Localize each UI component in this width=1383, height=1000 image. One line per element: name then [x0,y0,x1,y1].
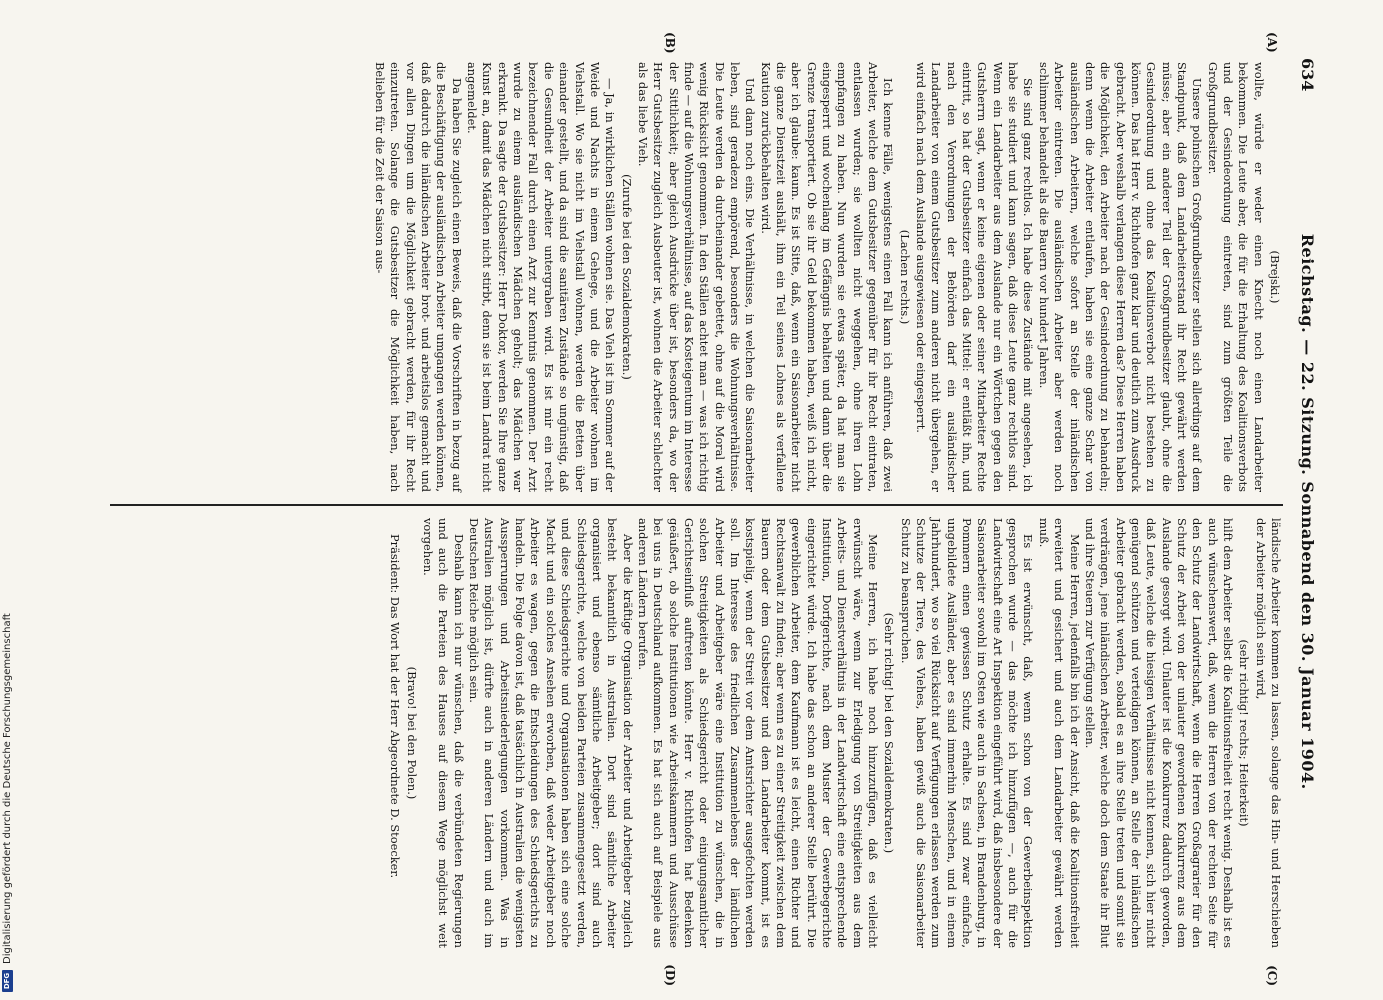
page-header [1289,58,1317,952]
right-column-interjection: (Bravo! bei den Polen.) [404,666,419,800]
dfg-logo: DFG [2,970,13,992]
left-column-interjection: (Zurufe bei den Sozialdemokraten.) [619,174,634,380]
right-column-paragraph: Meine Herren, jedenfalls bin ich der Ansicht, daß die Koalitionsfreiheit erweitert und gesichert und auch dem Landarbeiter gewährt werden muß. [1036,518,1082,948]
left-column-paragraph: wollte, würde er weder einen Knecht noch einen Landarbeiter bekommen. Die Leute aber, die für die Erhaltung des Koalitionsverbots und der Gesindeordnung eintreten, sind zum größten Teile die Großgrundbesitzer. [1205,62,1266,492]
left-column-paragraph: Und dann noch eins. Die Verhältnisse, in welchen die Saisonarbeiter leben, sind geradezu empörend, besonders die Wohnungsverhältnisse. Die Leute werden da durcheinander gebettet, ohne auf die Moral wird wenig Rücksicht genommen. In den Ställen achtet man — was ich richtig finde — auf die Wohnungsverhältnisse, auf das Kosteigentum im Interesse der Sittlichkeit; aber gleich Ausdrücke über ist, besonders da, wo der Herr Gutsbesitzer zugleich Ausbeuter ist, wohnen die Arbeiter schlechter als das liebe Vieh. [635,62,758,492]
left-column [110,58,1283,504]
right-column-interjection: (sehr richtig! rechts; Heiterkeit) [1237,639,1252,827]
right-column-paragraph: Aber die kräftige Organisation der Arbeiter und Arbeitgeber zugleich besteht bekanntlich in Australien. Dort sind sämtliche Arbeiter organisiert und ebenso sämtliche Arbeitgeber; dort sind auch Schiedsgerichte, welche von beiden Parteien zusammengesetzt werden, und diese Schiedsgerichte und Organisationen haben sich eine solche Macht und ein solches Ansehen erworben, daß weder Arbeitgeber noch Arbeiter es wagen, gegen die Entscheidungen des Schiedsgerichts zu handeln. Die Folge davon ist, daß tatsächlich in Australien die wenigsten Aussperrungen und Arbeitsniederlegungen vorkommen. Was in Australien möglich ist, dürfte auch in anderen Ländern und auch im Deutschen Reiche möglich sein. [467,518,635,948]
right-column-paragraph: Deshalb kann ich nur wünschen, daß die verbündeten Regierungen und auch die Parteien des Hauses auf diesem Wege möglichst weit vorgehen. [421,518,466,948]
right-column-paragraph: Präsident: Das Wort hat der Herr Abgeordnete D. Stoecker. [388,534,403,879]
digitization-credit-text: Digitalisierung gefördert durch die Deutsche Forschungsgemeinschaft [2,613,13,964]
right-column-paragraph: ländische Arbeiter kommen zu lassen, solange das Hin- und Herschieben der Arbeiter möglich sein wird, [1253,518,1283,948]
left-column-interjection: (Brejski.) [1268,250,1282,304]
left-column-paragraph: Da haben Sie zugleich einen Beweis, daß die Vorschriften in bezug auf die Beschäftigung der ausländischen Arbeiter umgangen werden können, daß dadurch die inländischen Arbeiter brot- und arbeitslos gemacht und vor allen Dingen um die Möglichkeit gebracht werden, für ihr Recht einzutreten. Solange die Gutsbesitzer die Möglichkeit haben, nach Belieben für die Zeit der Saison aus- [373,62,464,492]
page-title: Reichstag. — 22. Sitzung. Sonnabend den 30. Januar 1904. [1298,233,1317,790]
right-column-paragraph: Meine Herren, ich habe noch hinzuzufügen, daß es vielleicht erwünscht wäre, wenn zur Erledigung von Streitigkeiten aus dem Arbeits- und Dienstverhältnis in der Landwirtschaft eine entsprechende Institution, Dorfgerichte, nach dem Muster der Gewerbegerichte eingerichtet würde. Ich habe das schon an anderer Stelle berührt. Die gewerblichen Arbeiter, dem Kaufmann ist es leicht, einen Richter und Rechtsanwalt zu finden; aber wenn es zu einer Streitigkeit zwischen dem Bauern oder dem Gutsbesitzer und dem Landarbeiter kommt, ist es kostspielig, wenn der Streit vor dem Amtsrichter ausgefochten werden soll. Im Interesse des friedlichen Zusammenlebens der ländlichen Arbeiter und Arbeitgeber wäre eine Institution zu wünschen, die in solchen Streitigkeiten als Schiedsgericht oder einigungsamtlicher Gerichtseinfluß auftreten könnte. Herr v. Richthofen hat Bedenken geäußert, ob solche Institutionen wie Arbeitskammern und Ausschüsse bei uns in Deutschland aufkommen. Es hat sich auch auf Beispiele aus anderen Ländern berufen. [635,518,881,948]
left-column-paragraph: — Ja, in wirklichen Ställen wohnen sie. Das Vieh ist im Sommer auf der Weide und Nachts in einem Gehege, und die Arbeiter wohnen im Viehstall. Wo sie nicht im Viehstall wohnen, werden die Betten über einander gestellt, und da sind die sanitären Zustände so ungünstig, daß die Gesundheit der Arbeiter untergraben wird. Es ist mir ein recht bezeichnender Fall durch einen Arzt zur Kenntnis genommen. Der Arzt wurde zu einem ausländischen Mädchen geholt; das Mädchen war erkrankt. Da sagte der Gutsbesitzer: Herr Doktor, werden Sie Ihre ganze Kunst an, damit das Mädchen nicht stirbt, denn sie ist beim Landrat nicht angemeldet. [465,62,618,492]
left-column-paragraph: Sie sind ganz rechtlos. Ich habe diese Zustände mit angesehen, ich habe sie studiert und kann sagen, daß diese Leute ganz rechtlos sind. Wenn ein Landarbeiter aus dem Auslande nur ein Wörtchen gegen den Gutsherrn sagt, wenn er keine eigenen oder seiner Mitarbeiter Rechte eintritt, so hat der Gutsbesitzer einfach das Mittel: er entläßt ihn, und nach den Verordnungen der Behörden darf ein ausländischer Landarbeiter von einem Gutsbesitzer zum anderen nicht übergehen, er wird einfach nach dem Auslande ausgewiesen oder eingesperrt. [914,62,1036,492]
margin-marker-d: (D) [663,964,677,986]
margin-marker-b: (B) [663,32,677,54]
margin-marker-c: (C) [1265,965,1279,986]
right-column [110,506,1283,952]
digitization-credit [2,613,13,1000]
left-column-paragraph: Unsere polnischen Großgrundbesitzer stellen sich allerdings auf dem Standpunkt, daß dem Landarbeiterstand ihr Recht gewährt werden müsse; aber ein anderer Teil der Großgrundbesitzer glaubt, ohne die Gesindeordnung und ohne das Koalitionsverbot nicht bestehen zu können. Das hat Herr v. Richthofen ganz klar und deutlich zum Ausdruck gebracht. Aber weshalb verlangen diese Herren das? Diese Herren haben die Möglichkeit, den Arbeiter nach der Gesindeordnung zu behandeln; denn wenn die Arbeiter entlaufen, haben sie eine ganze Schar von ausländischen Arbeitern, welche sofort an Stelle der inländischen Arbeiter eintreten. Die ausländischen Arbeiter aber werden noch schlimmer behandelt als die Bauern vor hundert Jahren. [1036,62,1205,492]
left-column-paragraph: Ich kenne Fälle, wenigstens einen Fall kann ich anführen, daß zwei Arbeiter, welche dem Gutsbesitzer gegenüber für ihr Recht eintraten, entlassen wurden; sie wollten nicht weggehen, ohne ihren Lohn empfangen zu haben. Nun wurden sie etwas später, da hat man sie eingesperrt und wochenlang im Gefängnis behalten und dann über die Grenze transportiert. Ob sie ihr Geld bekommen haben, weiß ich nicht, aber ich glaube: kaum. Es ist Sitte, daß, wenn ein Saisonarbeiter nicht die ganze Dienstzeit aushält, ihm ein Teil seines Lohnes als verfallene Kaution zurückbehalten wird. [758,62,896,492]
right-column-paragraph: hilft dem Arbeiter selbst die Koalitionsfreiheit recht wenig. Deshalb ist es auch wünschenswert, daß, wenn die Herren von der rechten Seite für den Schutz der Landwirtschaft, wenn die Herren Großagrarier für den Schutz der Arbeit von der unlauter gewordenen Konkurrenz aus dem Auslande gesorgt wird. Unlauter ist die Konkurrenz dadurch geworden, daß Leute, welche die hiesigen Verhältnisse nicht kennen, sich hier nicht genügend schützen und verteidigen können, an Stelle der inländischen Arbeiter gebracht werden, sobald es an ihre Stelle treten und somit sie verdrängen, jene inländischen Arbeiter, welche doch dem Staate ihr Blut und ihre Steuern zur Verfügung stellen. [1082,518,1235,948]
page-content [110,32,1317,986]
margin-marker-a: (A) [1265,32,1279,53]
page-number: 634 [1298,58,1317,92]
right-column-paragraph: Es ist erwünscht, daß, wenn schon von der Gewerbeinspektion gesprochen wurde — das möchte ich hinzufügen —, auch für die Landwirtschaft eine Art Inspektion eingeführt wird, daß insbesondere der Saisonarbeiter sowohl im Osten wie auch in Sachsen, in Brandenburg, in Pommern einen gewissen Schutz erhalte. Es sind zwar einfache, ungebildete Ausländer, aber es sind immerhin Menschen, und in einem Jahrhundert, wo so viel Rücksicht auf Verfügungen erlassen werden zum Schutze der Tiere, des Viehes, haben gewiß auch die Saisonarbeiter Schutz zu beanspruchen. [898,518,1036,948]
right-column-interjection: (Sehr richtig! bei den Sozialdemokraten.) [882,612,897,854]
left-column-interjection: (Lachen rechts.) [897,229,912,325]
text-columns [110,58,1283,952]
